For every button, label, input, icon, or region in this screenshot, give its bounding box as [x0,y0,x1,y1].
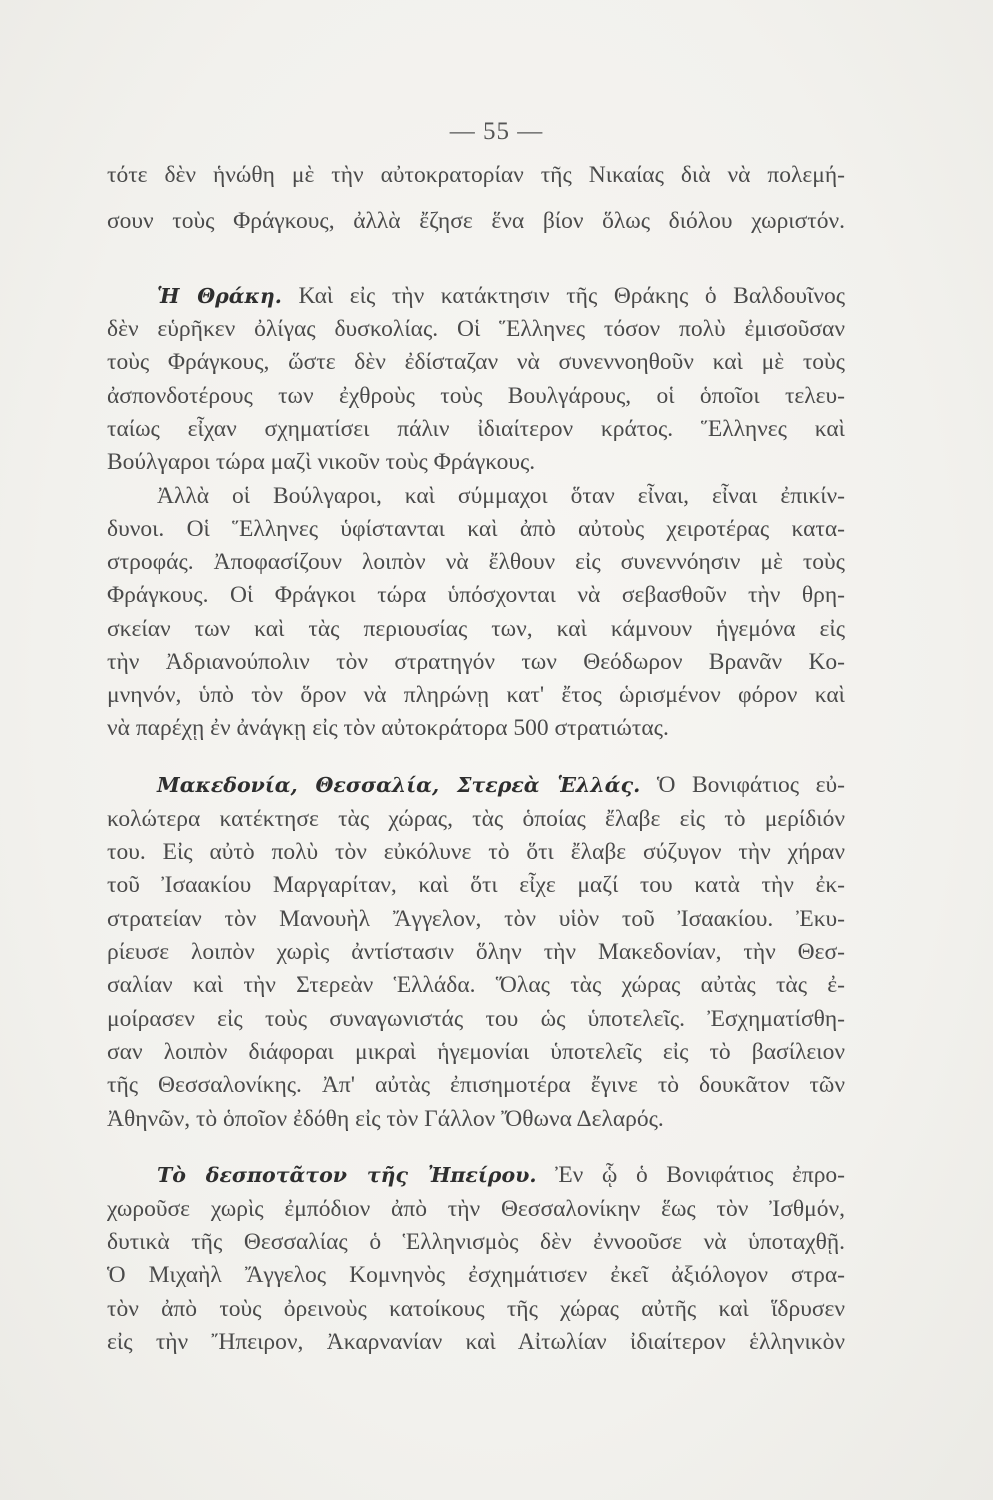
text-line: του. Εἰς αὐτὸ πολὺ τὸν εὐκόλυνε τὸ ὅτι ἔλαβε σύζυγον τὴν χήραν [107,839,845,865]
text-run: Ἐν ᾧ ὁ Βονιφάτιος ἐπρο- [555,1162,846,1188]
text-line: Ἀθηνῶν, τὸ ὁποῖον ἐδόθη εἰς τὸν Γάλλον Ὄθωνα Δελαρός. [107,1106,664,1132]
section-first-line [107,281,845,311]
page-number: — 55 — [449,118,544,145]
text-line: τῆς Θεσσαλονίκης. Ἀπ' αὐτὰς ἐπισημοτέρα ἔγινε τὸ δουκᾶτον τῶν [107,1072,845,1098]
text-line: Ὁ Μιχαὴλ Ἄγγελος Κομνηνὸς ἐσχημάτισεν ἐκεῖ ἀξιόλογον στρα- [107,1262,845,1288]
text-line: τὸν ἀπὸ τοὺς ὀρεινοὺς κατοίκους τῆς χώρας αὐτῆς καὶ ἵδρυσεν [107,1296,845,1322]
text-line: Βούλγαροι τώρα μαζὶ νικοῦν τοὺς Φράγκους. [107,449,536,475]
text-line: στρατείαν τὸν Μανουὴλ Ἄγγελον, τὸν υἱὸν τοῦ Ἰσαακίου. Ἐκυ- [107,906,845,932]
text-run: Ὁ Βονιφάτιος εὐ- [656,772,845,798]
text-line: μνηνόν, ὑπὸ τὸν ὅρον νὰ πληρώνῃ κατ' ἔτος ὡρισμένον φόρον καὶ [107,682,845,708]
text-line: μοίρασεν εἰς τοὺς συναγωνιστάς του ὡς ὑποτελεῖς. Ἐσχηματίσθη- [107,1006,845,1032]
text-line: σκείαν των καὶ τὰς περιουσίας των, καὶ κάμνουν ἡγεμόνα εἰς [107,616,845,642]
text-line: δυνοι. Οἱ Ἕλληνες ὑφίστανται καὶ ἀπὸ αὐτοὺς χειροτέρας κατα- [107,516,845,542]
text-line: Ἀλλὰ οἱ Βούλγαροι, καὶ σύμμαχοι ὅταν εἶναι, εἶναι ἐπικίν- [157,483,845,509]
text-line: ταίως εἶχαν σχηματίσει πάλιν ἰδιαίτερον κράτος. Ἕλληνες καὶ [107,416,845,442]
text-line: ρίευσε λοιπὸν χωρὶς ἀντίστασιν ὅλην τὴν Μακεδονίαν, τὴν Θεσ- [107,939,845,965]
text-line: κολώτερα κατέκτησε τὰς χώρας, τὰς ὁποίας ἔλαβε εἰς τὸ μερίδιόν [107,806,845,832]
text-line: σουν τοὺς Φράγκους, ἀλλὰ ἔζησε ἕνα βίον ὅλως διόλου χωριστόν. [107,208,845,234]
text-run: Καὶ εἰς τὴν κατάκτησιν τῆς Θράκης ὁ Βαλδουῖνος [298,283,845,309]
section-first-line [107,1160,845,1190]
text-line: τὴν Ἀδριανούπολιν τὸν στρατηγόν των Θεόδωρον Βρανᾶν Κο- [107,649,845,675]
section-heading-epirus: Τὸ δεσποτᾶτον τῆς Ἠπείρου. [157,1163,537,1187]
text-line: σαλίαν καὶ τὴν Στερεὰν Ἑλλάδα. Ὅλας τὰς χώρας αὐτὰς τὰς ἐ- [107,972,845,998]
text-line: τοὺς Φράγκους, ὥστε δὲν ἐδίσταζαν νὰ συνεννοηθοῦν καὶ μὲ τοὺς [107,349,845,375]
text-line: εἰς τὴν Ἤπειρον, Ἀκαρνανίαν καὶ Αἰτωλίαν ἰδιαίτερον ἑλληνικὸν [107,1329,845,1355]
section-heading-thrace: Ἡ Θράκη. [157,284,282,308]
text-line: στροφάς. Ἀποφασίζουν λοιπὸν νὰ ἔλθουν εἰς συνεννόησιν μὲ τοὺς [107,549,845,575]
text-line: τοῦ Ἰσαακίου Μαργαρίταν, καὶ ὅτι εἶχε μαζί του κατὰ τὴν ἐκ- [107,872,845,898]
text-line: Φράγκους. Οἱ Φράγκοι τώρα ὑπόσχονται νὰ σεβασθοῦν τὴν θρη- [107,582,845,608]
text-line: δυτικὰ τῆς Θεσσαλίας ὁ Ἑλληνισμὸς δὲν ἐννοοῦσε νὰ ὑποταχθῇ. [107,1229,845,1255]
text-line: δὲν εὑρῆκεν ὀλίγας δυσκολίας. Οἱ Ἕλληνες τόσον πολὺ ἐμισοῦσαν [107,316,845,342]
text-line: νὰ παρέχῃ ἐν ἀνάγκῃ εἰς τὸν αὐτοκράτορα 500 στρατιώτας. [107,715,669,741]
text-line: ἀσπονδοτέρους των ἐχθροὺς τοὺς Βουλγάρους, οἱ ὁποῖοι τελευ- [107,383,845,409]
text-line: χωροῦσε χωρὶς ἐμπόδιον ἀπὸ τὴν Θεσσαλονίκην ἕως τὸν Ἰσθμόν, [107,1196,845,1222]
section-heading-macedonia: Μακεδονία, Θεσσαλία, Στερεὰ Ἑλλάς. [157,773,641,797]
text-line: τότε δὲν ἡνώθη μὲ τὴν αὐτοκρατορίαν τῆς Νικαίας διὰ νὰ πολεμή- [107,162,845,188]
text-line: σαν λοιπὸν διάφοραι μικραὶ ἡγεμονίαι ὑποτελεῖς εἰς τὸ βασίλειον [107,1039,845,1065]
section-first-line [107,770,845,800]
